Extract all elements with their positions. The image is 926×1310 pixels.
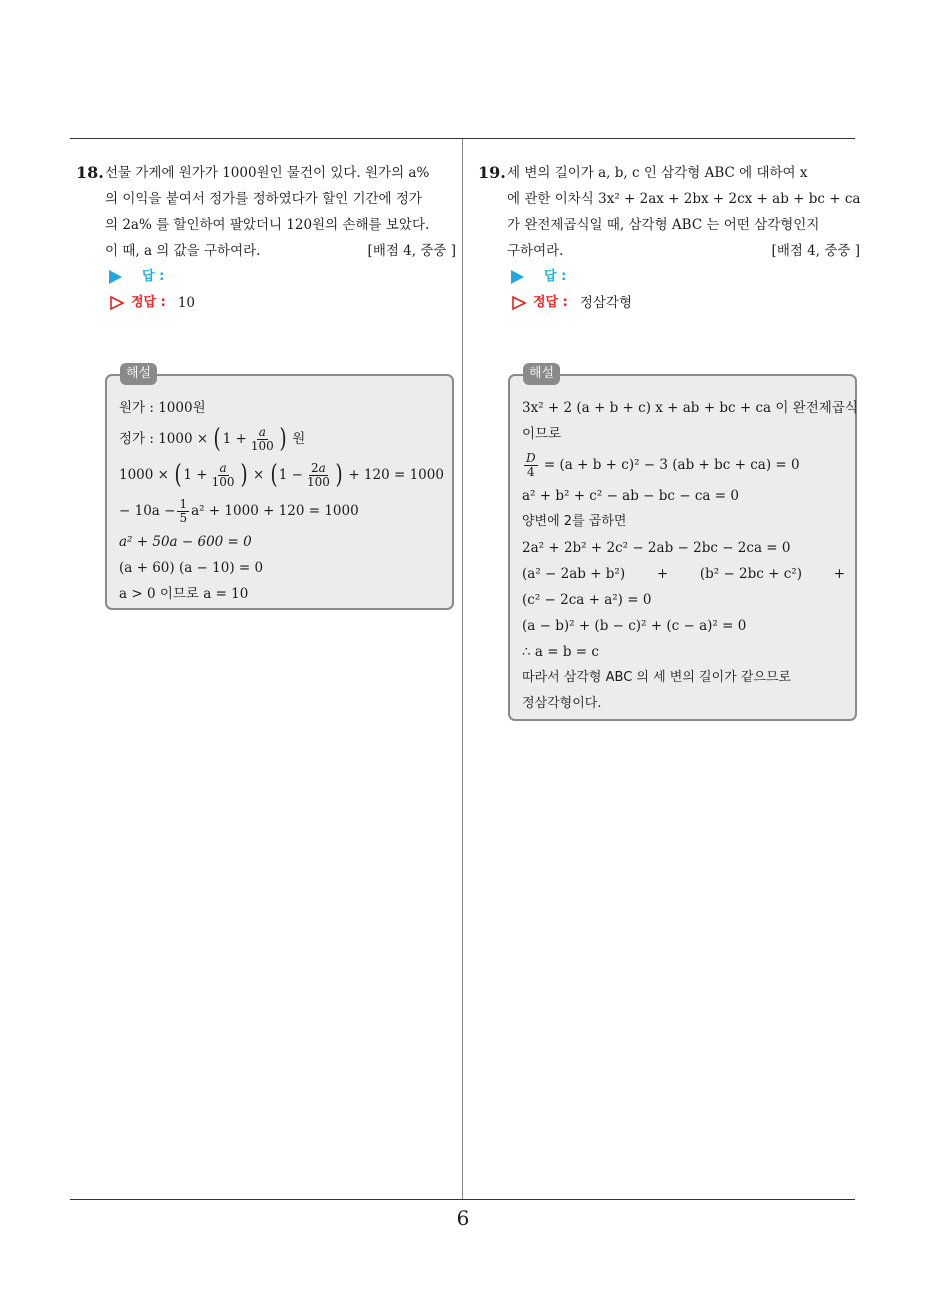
solution-line: 이므로 [522, 426, 562, 442]
correct-answer: 10 [177, 295, 196, 311]
correct-answer-row [511, 290, 860, 316]
solution-line: 따라서 삼각형 ABC 의 세 변의 길이가 같으므로 [522, 670, 792, 685]
problem-number: 19. [478, 163, 506, 182]
solution-line: a > 0 이므로 a = 10 [119, 586, 249, 602]
solution-line: ∴ a = b = c [522, 644, 599, 660]
stem-line: 선물 가게에 원가가 1000원인 물건이 있다. 원가의 a% [105, 165, 430, 181]
points-label: [배점 4, 중중 ] [771, 243, 860, 259]
answer-row [511, 264, 860, 290]
answer-label: 답 : [142, 269, 165, 284]
stem-line: 가 완전제곱식일 때, 삼각형 ABC 는 어떤 삼각형인지 [507, 217, 820, 233]
bottom-rule [70, 1199, 855, 1200]
stem-line: 세 변의 길이가 a, b, c 인 삼각형 ABC 에 대하여 x [507, 165, 808, 181]
stem-last-line [507, 238, 860, 264]
solution-line: − 10a − $\frac{1}{5}$ a² + 1000 + 120 = 1000 [119, 496, 359, 525]
answer-row [109, 264, 456, 290]
answer-label: 답 : [544, 269, 567, 284]
problem-stem [507, 160, 860, 264]
points-label: [배점 4, 중중 ] [367, 243, 456, 259]
solution-line: 양변에 2를 곱하면 [522, 514, 627, 529]
solution-line: 정삼각형이다. [522, 696, 602, 711]
solution-box-19 [508, 366, 858, 721]
solution-tag: 해설 [120, 363, 157, 385]
correct-answer: 정삼각형 [579, 295, 633, 311]
problem-number: 18. [76, 163, 104, 182]
problem-18 [76, 160, 456, 316]
solution-line: 정가 : 1000 × ( 1 + $\frac{a}{100}$ ) 원 [119, 424, 306, 454]
problem-19 [478, 160, 860, 316]
solution-line: (a − b)² + (b − c)² + (c − a)² = 0 [522, 618, 747, 634]
correct-label: 정답 : [131, 295, 166, 310]
outline-triangle-icon [511, 295, 527, 311]
solution-line: a² + b² + c² − ab − bc − ca = 0 [522, 488, 739, 504]
stem-line: 의 2a% 를 할인하여 팔았더니 120원의 손해를 보았다. [105, 217, 430, 233]
solution-tag: 해설 [523, 363, 560, 385]
solution-line: (a² − 2ab + b²) + (b² − 2bc + c²) + [522, 566, 845, 582]
outline-triangle-icon [109, 295, 125, 311]
solution-line: (c² − 2ca + a²) = 0 [522, 592, 652, 608]
stem-last-line [105, 238, 456, 264]
stem-line: 구하여라. [507, 243, 564, 259]
stem-line: 에 관한 이차식 3x² + 2ax + 2bx + 2cx + ab + bc + ca [507, 191, 861, 207]
solution-line: 원가 : 1000원 [119, 400, 206, 416]
column-divider [462, 139, 463, 1200]
solution-line: 2a² + 2b² + 2c² − 2ab − 2bc − 2ca = 0 [522, 540, 791, 556]
play-icon [109, 270, 122, 284]
stem-line: 의 이익을 붙여서 정가를 정하였다가 할인 기간에 정가 [105, 191, 422, 207]
solution-line: a² + 50a − 600 = 0 [119, 534, 252, 550]
solution-box-18 [105, 366, 454, 610]
problem-stem [105, 160, 456, 264]
solution-line: $\frac{D}{4}$ = (a + b + c)² − 3 (ab + bc + ca) = 0 [526, 450, 800, 479]
correct-label: 정답 : [533, 295, 568, 310]
solution-line: 3x² + 2 (a + b + c) x + ab + bc + ca 이 완전제곱식 [522, 400, 858, 416]
stem-line: 이 때, a 의 값을 구하여라. [105, 243, 261, 259]
solution-line: 1000 × ( 1 + $\frac{a}{100}$ ) × ( 1 − $\frac{2a}{100}$ ) + 120 = 1000 [119, 460, 444, 490]
page-number: 6 [456, 1206, 470, 1230]
solution-line: (a + 60) (a − 10) = 0 [119, 560, 264, 576]
play-icon [511, 270, 524, 284]
correct-answer-row [109, 290, 456, 316]
